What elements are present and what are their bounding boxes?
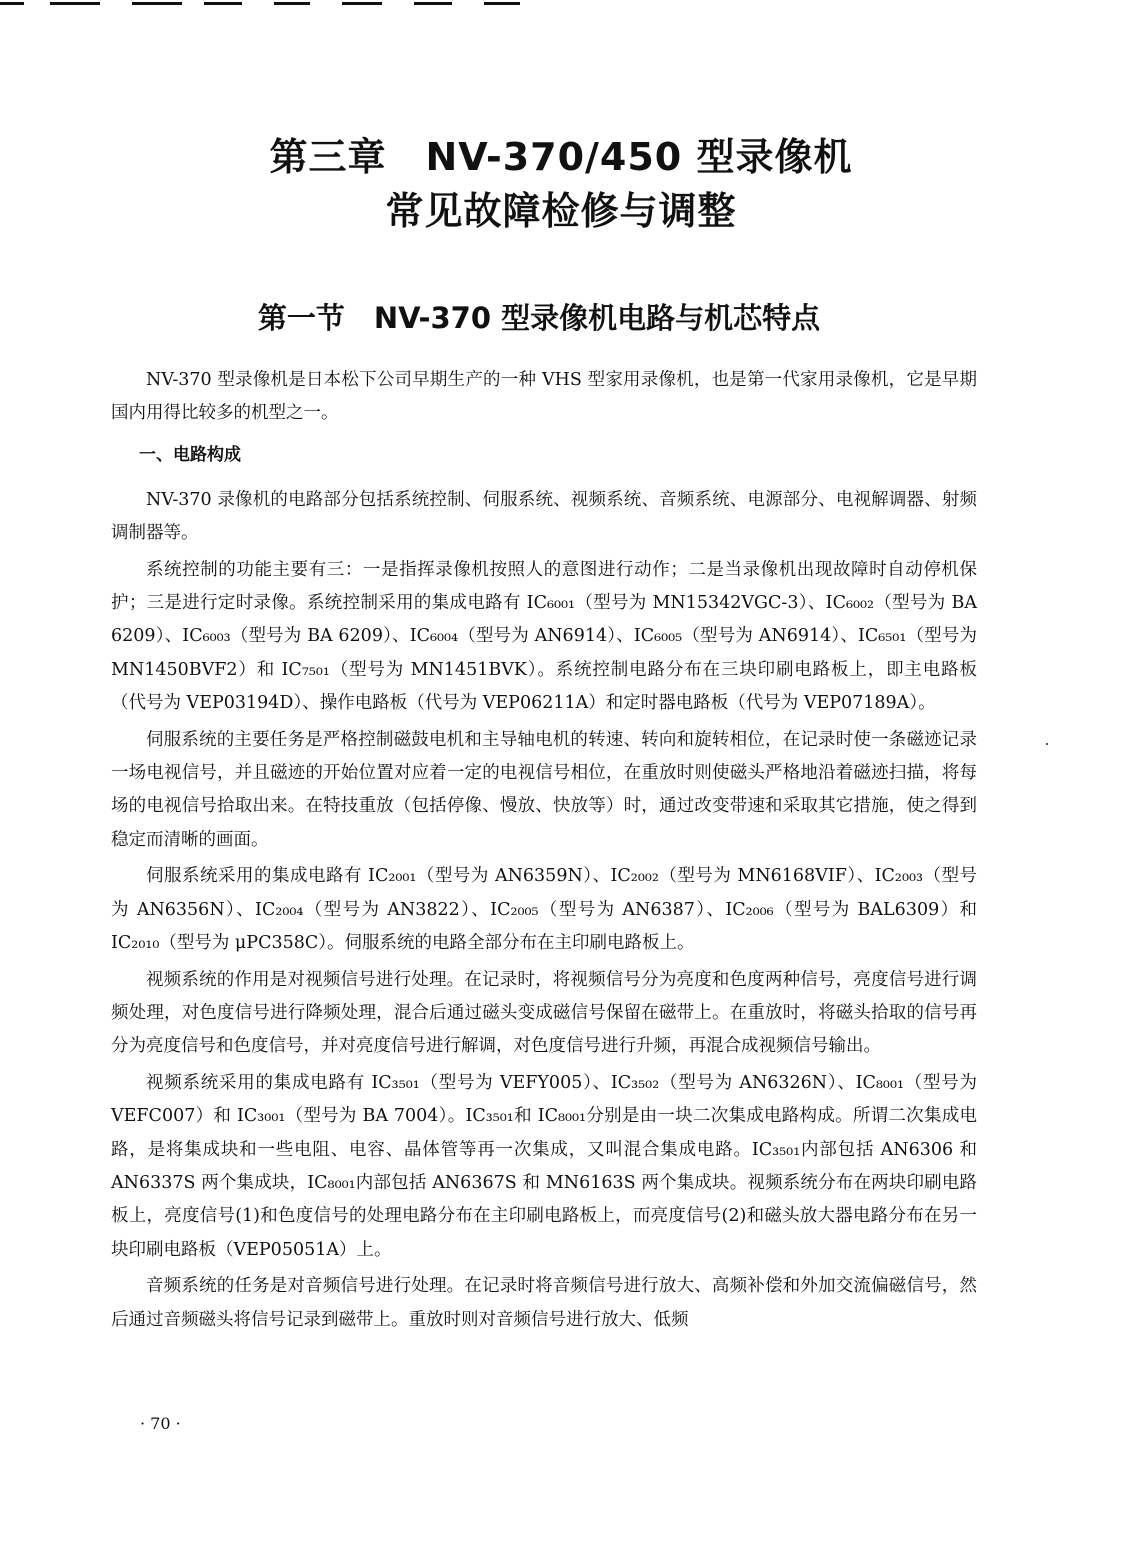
- chapter-title: [0, 130, 1122, 238]
- scan-mark: [132, 2, 182, 5]
- scan-mark: [274, 2, 310, 5]
- paragraph-system-control: 系统控制的功能主要有三：一是指挥录像机按照人的意图进行动作；二是当录像机出现故障时自动停机保护；三是进行定时录像。系统控制采用的集成电路有 IC₆₀₀₁（型号为 MN15342VGC-3）、IC₆₀₀₂（型号为 BA 6209）、IC₆₀₀₃（型号为 BA 6209）、IC₆₀₀₄（型号为 AN6914）、IC₆₀₀₅（型号为 AN6914）、IC₆₅₀₁（型号为 MN1450BVF2）和 IC₇₅₀₁（型号为 MN1451BVK）。系统控制电路分布在三块印刷电路板上，即主电路板（代号为 VEP03194D）、操作电路板（代号为 VEP06211A）和定时器电路板（代号为 VEP07189A）。: [111, 559, 977, 714]
- scan-mark: [414, 2, 452, 5]
- body-text: [111, 364, 977, 1340]
- margin-speck: [1046, 743, 1048, 745]
- paragraph-servo-ics: 伺服系统采用的集成电路有 IC₂₀₀₁（型号为 AN6359N）、IC₂₀₀₂（型号为 MN6168VIF）、IC₂₀₀₃（型号为 AN6356N）、IC₂₀₀₄（型号为 AN3822）、IC₂₀₀₅（型号为 AN6387）、IC₂₀₀₆（型号为 BAL6309）和 IC₂₀₁₀（型号为 μPC358C）。伺服系统的电路全部分布在主印刷电路板上。: [111, 866, 977, 954]
- scan-mark: [204, 2, 242, 5]
- paragraph-circuit-overview: NV-370 录像机的电路部分包括系统控制、伺服系统、视频系统、音频系统、电源部分、电视解调器、射频调制器等。: [111, 489, 977, 544]
- chapter-title-line-1: 第三章 NV-370/450 型录像机: [269, 135, 853, 179]
- paragraph-video-function: 视频系统的作用是对视频信号进行处理。在记录时，将视频信号分为亮度和色度两种信号，亮度信号进行调频处理，对色度信号进行降频处理，混合后通过磁头变成磁信号保留在磁带上。在重放时，将磁头拾取的信号再分为亮度信号和色度信号，并对亮度信号进行解调，对色度信号进行升频，再混合成视频信号输出。: [111, 969, 977, 1057]
- paragraph-audio-system: 音频系统的任务是对音频信号进行处理。在记录时将音频信号进行放大、高频补偿和外加交流偏磁信号，然后通过音频磁头将信号记录到磁带上。重放时则对音频信号进行放大、低频: [111, 1276, 977, 1330]
- scan-edge-marks: [0, 0, 1122, 14]
- subsection-heading: 一、电路构成: [139, 444, 241, 465]
- paragraph-servo-task: 伺服系统的主要任务是严格控制磁鼓电机和主导轴电机的转速、转向和旋转相位，在记录时使一条磁迹记录一场电视信号，并且磁迹的开始位置对应着一定的电视信号相位，在重放时则使磁头严格地沿着磁迹扫描，将每场的电视信号拾取出来。在特技重放（包括停像、慢放、快放等）时，通过改变带速和采取其它措施，使之得到稳定而清晰的画面。: [111, 729, 977, 850]
- section-title: 第一节 NV-370 型录像机电路与机芯特点: [257, 301, 821, 335]
- page-number: · 70 ·: [140, 1414, 181, 1433]
- scan-mark: [50, 2, 100, 5]
- chapter-title-line-2: 常见故障检修与调整: [385, 189, 737, 233]
- paragraph-intro: NV-370 型录像机是日本松下公司早期生产的一种 VHS 型家用录像机，也是第一代家用录像机，它是早期国内用得比较多的机型之一。: [111, 370, 977, 424]
- scan-mark: [342, 2, 382, 5]
- scan-mark: [0, 2, 24, 5]
- scan-mark: [484, 2, 520, 5]
- paragraph-video-ics: 视频系统采用的集成电路有 IC₃₅₀₁（型号为 VEFY005）、IC₃₅₀₂（型号为 AN6326N）、IC₈₀₀₁（型号为 VEFC007）和 IC₃₀₀₁（型号为 BA 7004）。IC₃₅₀₁和 IC₈₀₀₁分别是由一块二次集成电路构成。所谓二次集成电路，是将集成块和一些电阻、电容、晶体管等再一次集成，又叫混合集成电路。IC₃₅₀₁内部包括 AN6306 和 AN6337S 两个集成块，IC₈₀₀₁内部包括 AN6367S 和 MN6163S 两个集成块。视频系统分布在两块印刷电路板上，亮度信号(1)和色度信号的处理电路分布在主印刷电路板上，而亮度信号(2)和磁头放大器电路分布在另一块印刷电路板（VEP05051A）上。: [111, 1072, 977, 1260]
